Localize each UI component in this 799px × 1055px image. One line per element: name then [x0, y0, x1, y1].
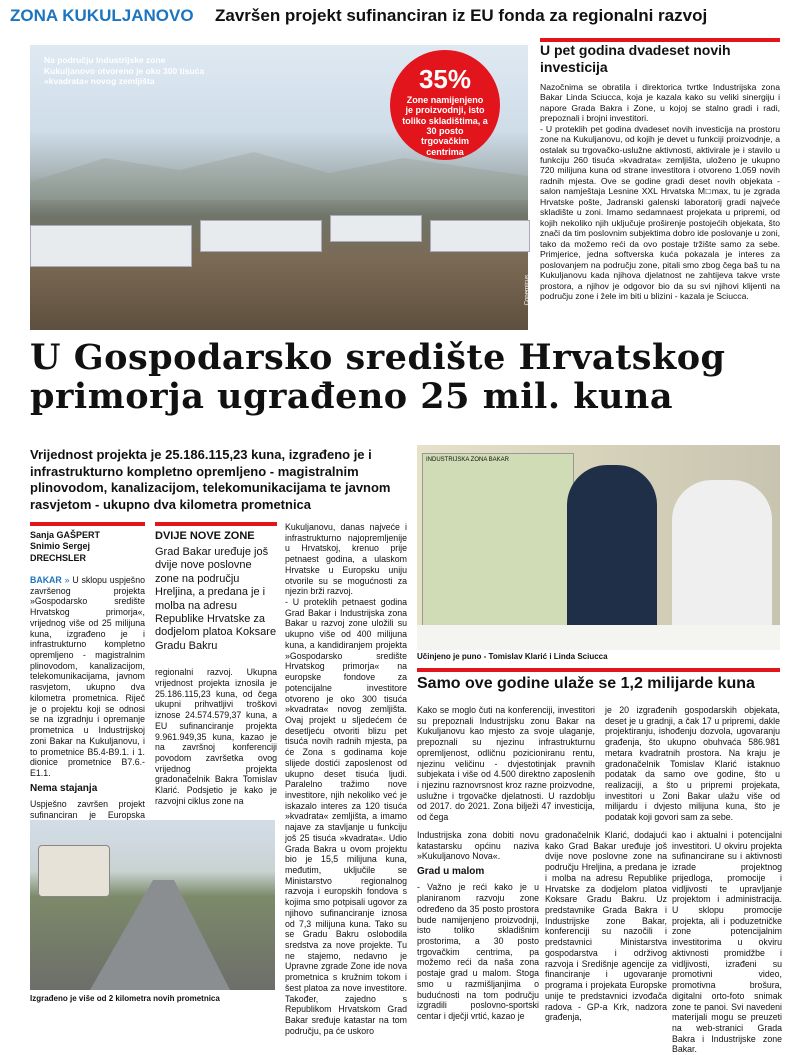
kicker-headline: Završen projekt sufinanciran iz EU fonda za regionalni razvoj — [215, 6, 708, 25]
lead-paragraph: Vrijednost projekta je 25.186.115,23 kuna, izgrađeno je i infrastrukturno kompletno opremljeno - magistralnim plinovodom, kanalizacijom, telekomunikacijama te javnom rasvjetom - ukupno dva kilometra prometnica — [30, 447, 391, 512]
column-3 — [285, 522, 407, 1037]
column-4a: Kako se moglo čuti na konferenciji, investitori su prepoznali Industrijsku zonu Bakar na Kukuljanovu kao mjesto za svoje ulaganje, prepoznali su njezinu infrastrukturnu opremljenost, odličnu pozicioniranu rentu, njezinu veličinu - dvjestotinjak pravnih subjekata i više od 4.500 direktno zaposlenih i njezinu raznovrsnost kroz razne proizvodne, uslužne i trgovačke djelatnosti. U razdoblju od 2017. do 2021. Zona bilježi 47 investicija, od čega — [417, 705, 595, 823]
sidebox — [540, 42, 780, 302]
press-conference-photo — [417, 445, 780, 650]
column-text: - U proteklih petnaest godina Grad Bakar i Industrijska zona Bakar u razvoj zone uložili su ukupno više od 400 milijuna kuna, a kandidiranjem projekta »Gospodarsko središte Hrvatskog primorja« na europske fondove za potencijalne investitore otvoreno je oko 300 tisuća »kvadrata« novog zemljišta. Ovaj projekt u sljedećem će desetljeću otvoriti blizu pet tisuća novih radnih mjesta, pa će Zona s godinama koje slijede dostići zaposlenost od ukupno deset tisuća ljudi. Paralelno tražimo nove investitore, njih nekoliko već je iskazalo interes za 120 tisuća »kvadrata« zemljišta, a imamo najave za stavljanje u funkciju još 25 tisuća »kvadrata«. Udio Grada Bakra u ovom projektu bio je 15,5 milijuna kuna, međutim, uključile se Ministarstvo regionalnog razvoja i europskih fondova s kojima smo potpisali ugovor za njihovo sufinanciranje iznosa od 7,3 milijuna kuna. Tako su se Gradu Bakru oslobodila sredstva za nove projekte. Tu ne stajemo, nedavno je Upravne zgrade Zone ide nova prometnica s kružnim tokom i šest platoa za nove investitore. Također, zajedno s Republikom Hrvatskom Grad Bakar sređuje katastar na tom području, pa će uskoro — [285, 597, 407, 1036]
zone-map-poster — [422, 453, 574, 640]
photo-caption: Izgrađeno je više od 2 kilometra novih prometnica — [30, 994, 220, 1003]
column-text: regionalni razvoj. Ukupna vrijednost projekta iznosila je 25.186.115,23 kuna, od čega ukupni prihvatljivi troškovi iznose 24.574.579,37 kuna, a EU sufinanciranje projekta 9.961.949,35 kuna, kazao je na završnoj konferenciji povodom završetka ovog vrijednog projekta gradonačelnik Bakra Tomislav Klarić. Podsjetio je kako je razvojni ciklus zone na — [155, 667, 277, 806]
subhead: Nema stajanja — [30, 782, 98, 794]
subhead-rule — [417, 668, 780, 672]
bottom-column-1 — [417, 830, 539, 1022]
road-photo — [30, 820, 275, 990]
box-text: Grad Bakar uređuje još dvije nove poslovne zone na području Hreljina, a predana je i molba na adresu Republike Hrvatske za dodjelom platoa Koksare Gradu Bakru — [155, 546, 277, 652]
bottom-column-2: gradonačelnik Klarić, dodajući kako Grad Bakar uređuje još dvije nove poslovne zone na području Hreljina, a predana je i molba na adresu Republike Hrvatske za dodjelom platoa Koksare Gradu Bakru. Uz predstavnike Grada Bakra i Industrijske zone Bakar, konferenciji su nazočili i predstavnici Ministarstva gospodarstva i održivog razvoja i Središnje agencije za financiranje i ugovaranje programa i projekata Europske unije te predstavnici izvođača radova - GP-a Krk, nadzora građenja, — [545, 830, 667, 1023]
subhead: Samo ove godine ulaže se 1,2 milijarde kuna — [417, 675, 755, 692]
byline — [30, 530, 145, 564]
road — [90, 880, 230, 990]
box-rule — [155, 522, 277, 526]
badge-text: Zone namijenjeno je proizvodnji, isto toliko skladištima, a 30 posto trgovačkim centrima — [402, 95, 488, 157]
box-title: DVIJE NOVE ZONE — [155, 530, 255, 542]
map-label: INDUSTRIJSKA ZONA BAKAR — [426, 457, 510, 463]
column-1: BAKAR » U sklopu uspješno završenog projekta »Gospodarsko središte Hrvatskog primorja«, vrijednog više od 25 milijuna kuna, izgrađeno je i infrastrukturno kompletno opremljeno - magistralnim plinovodom, kanalizacijom, telekomunikacijama, javnom rasvjetom, ukupno dva kilometra prometnica. Riječ je o projektu koji se odnosi se na izgradnju i opremanje prometnica u Industrijskoj zoni Bakar na Kukuljanovu, i to prometnice B5.4-B9.1. i 1. dionice prometnice B7.6.-E1.1. Nema stajanja Uspješno završen projekt sufinanciran je Europska — [30, 575, 145, 831]
byline-rule — [30, 522, 145, 526]
sidebox-title: U pet godina dvadeset novih investicija — [540, 42, 731, 75]
dateline: BAKAR — [30, 575, 62, 585]
table — [417, 625, 780, 650]
column-4b: je 20 izgrađenih gospodarskih objekata, deset je u gradnji, a čak 17 u pripremi, dakle projektiranju, ishođenju dozvola, ugovaranju građenja, što ukupno obuhvaća 586.981 metara kvadratnih prostora. Na kraju je gradonačelnik Tomislav Klarić istaknuo podatak da samo ove godine, što u realizaciji, a što u pripremi projekata, investitori u Zoni Bakar ulažu više od milijardu i dvjesto milijuna kuna, što je podatak koji govori sam za sebe. — [605, 705, 780, 823]
column-text: Uspješno završen projekt sufinanciran je Europska — [30, 798, 145, 820]
sidebox-paragraph: - U proteklih pet godina dvadeset novih investicija na prostoru zone na Kukuljanovu, od kojih je devet u funkciji proizvodnje, a ostalak su trgovačko-uslužne aktivnosti, aktivirale je i stavilo u funkciju 260 tisuća »kvadrata« zemljišta, uloženo je ukupno 720 milijuna kuna od strane investitora i otvoreno 1.059 novih radnih mjesta. Ove se godine gradi deset novih objekata - salon namještaja Lesnine XXL Hrvatska M□max, tu je zgrada Hrvatske pošte, Jadranski galenski laboratorij gradi najveće skladište u zoni. Imamo sedamnaest projekata u pripremi, od kojih nekoliko njih uključuje proširenje postojećih objekata, što znači da tim poslovnim subjektima dobro ide poslovanje u zoni, tako da možemo reći da ovo postaje tržište samo za sebe. Primjerice, jedna softverska kuća pokazala je interes za poslovanjem na području zone, pitali smo zbog čega baš tu na Kukuljanovu kada njihova djelatnost ne zahtijeva takve vrste prostora, a njihov je odgovor bio da su svi njihovi klijenti na području zone i žele im biti u blizini - kazala je Sciucca. — [540, 123, 780, 302]
sidebox-paragraph: Nazočnima se obratila i direktorica tvrtke Industrijska zona Bakar Linda Sciucca, koja je kazala kako su veliki sinergiju i napore Grada Bakra i Zone, u kojoj se stalno gradi i radi, prepoznali i brojni investitori. — [540, 81, 780, 124]
building — [430, 220, 530, 252]
photo-caption: Na području Industrijske zone Kukuljanovo otvoreno je oko 300 tisuća »kvadrata« novog zemljišta — [44, 55, 205, 87]
photographer: Snimio Sergej DRECHSLER — [30, 541, 91, 563]
author: Sanja GAŠPERT — [30, 530, 101, 540]
photo-caption: Učinjeno je puno - Tomislav Klarić i Linda Sciucca — [417, 652, 608, 661]
main-headline: U Gospodarsko središte Hrvatskog primorja ugrađeno 25 mil. kuna — [30, 337, 726, 418]
column-2 — [155, 530, 277, 807]
article-header-bar — [0, 0, 799, 38]
truck — [38, 845, 110, 897]
column-text: Industrijska zona dobiti novu katastarsku općinu naziva »Kukuljanovo Nova«. — [417, 830, 539, 862]
badge-percent: 35% — [418, 64, 472, 94]
section-label: ZONA KUKULJANOVO — [10, 6, 194, 25]
percent-badge — [390, 50, 500, 160]
bottom-column-3: kao i aktualni i potencijalni investitori. U okviru projekta sufinancirane su i aktivnosti izrade projektnog prijedloga, promocije i vidljivosti te upravljanje projektom i administracija. U sklopu promocije projekta, ali i poduzetničke zone potencijalnim investitorima u okviru aktivnosti promidžbe i vidljivosti, izrađeni su promotivni video, promotivna brošura, digitalni orto-foto snimak zone te panoi. Svi navedeni materijali mogu se preuzeti na web-stranici Grada Bakra i Industrijske zone Bakar. — [672, 830, 782, 1055]
subhead: Grad u malom — [417, 866, 485, 878]
photo-credit: Copernicus — [524, 275, 530, 306]
column-text: - Važno je reći kako je u planiranom razvoju zone određeno da 35 posto prostora bude namijenjeno proizvodnji, isto toliko skladišnim prostorima, a 30 posto trgovačkim centrima, pa možemo reći da naša zona postaje grad u malom. Stoga smo u razmišljanjima o budućnosti na tom području izgradili poslovno-sportski centar i dječji vrtić, kazao je — [417, 882, 539, 1021]
person-man — [567, 465, 657, 650]
column-text: U sklopu uspješno završenog projekta »Gospodarsko središte Hrvatskog primorja«, vrijednog više od 25 milijuna kuna, izgrađeno je i infrastrukturno kompletno opremljeno - magistralnim plinovodom, kanalizacijom, telekomunikacijama, javnom rasvjetom, ukupno dva kilometra prometnica. Riječ je o projektu koji se odnosi se na izgradnju i opremanje prometnica u Industrijskoj zoni Bakar na Kukuljanovu, i to prometnice B5.4-B9.1. i 1. dionice prometnice B7.6.-E1.1. — [30, 575, 145, 778]
building — [30, 225, 192, 267]
building — [330, 215, 422, 242]
building — [200, 220, 322, 252]
column-text: Kukuljanovu, danas najveće i infrastrukturno najopremljenije u Hrvatskoj, krenuo prije petnaest godina, a ulaskom Hrvatske u Europsku uniju otvorile su se mogućnosti za njezin brži razvoj. — [285, 522, 407, 597]
